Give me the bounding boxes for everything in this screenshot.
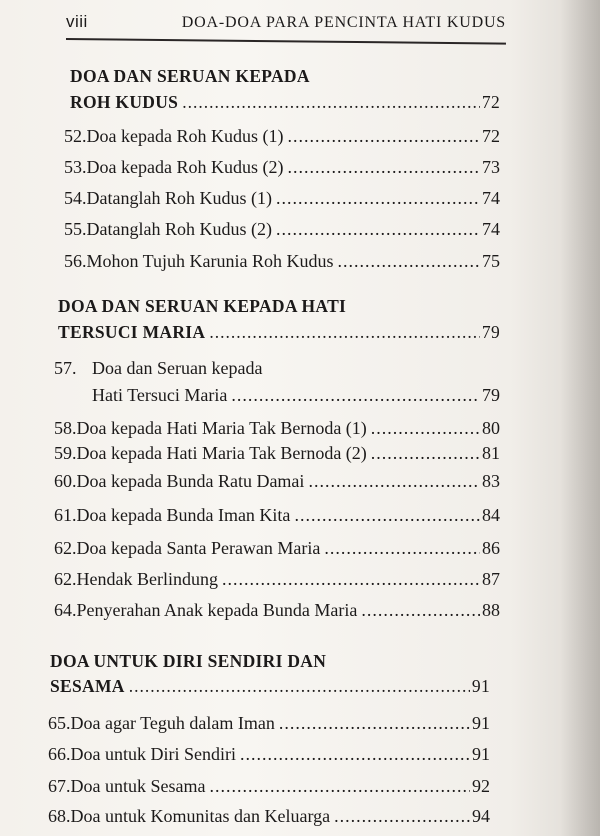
toc-page-number: 91 xyxy=(472,713,490,733)
leader-dots xyxy=(240,744,470,765)
toc-entry[interactable]: 68. Doa untuk Komunitas dan Keluarga ..... 94 xyxy=(48,806,490,827)
toc-page-number: 74 xyxy=(482,219,500,239)
toc-entry[interactable]: 67. Doa untuk Sesama ..... 92 xyxy=(48,776,490,797)
toc-page-number: 73 xyxy=(482,157,500,177)
toc-page-number: 72 xyxy=(481,92,500,112)
leader-dots xyxy=(279,713,470,734)
section-heading-diri-sendiri[interactable]: SESAMA ..... 91 xyxy=(50,676,490,697)
toc-page-number: 80 xyxy=(482,418,500,438)
leader-dots xyxy=(371,418,480,439)
header-page-number: viii xyxy=(66,12,88,31)
leader-dots xyxy=(287,157,480,178)
toc-page-number: 83 xyxy=(482,471,500,491)
toc-entry-title: Penyerahan Anak kepada Bunda Maria xyxy=(76,600,358,620)
toc-entry-title: Doa kepada Hati Maria Tak Bernoda (1) xyxy=(76,418,367,438)
section-heading-roh-kudus-line1: DOA DAN SERUAN KEPADA xyxy=(70,66,310,86)
section-heading-hati-maria[interactable]: TERSUCI MARIA ..... 79 xyxy=(58,322,500,343)
header-book-title: DOA-DOA PARA PENCINTA HATI KUDUS xyxy=(181,14,506,31)
toc-entry-title: Doa untuk Sesama xyxy=(70,776,206,796)
toc-page-number: 87 xyxy=(482,569,500,589)
toc-entry[interactable]: 54. Datanglah Roh Kudus (1) ..... 74 xyxy=(64,188,500,209)
toc-page-number: 91 xyxy=(472,744,490,764)
leader-dots xyxy=(222,569,480,590)
toc-page-number: 81 xyxy=(482,443,500,463)
leader-dots xyxy=(371,443,480,464)
toc-entry[interactable]: 64. Penyerahan Anak kepada Bunda Maria ..... 88 xyxy=(54,600,500,621)
leader-dots xyxy=(276,219,480,240)
toc-entry-title: Doa kepada Roh Kudus (1) xyxy=(86,126,284,146)
toc-page-number: 72 xyxy=(482,126,500,146)
toc-page-number: 94 xyxy=(472,806,490,826)
toc-entry-title: Doa agar Teguh dalam Iman xyxy=(70,713,275,733)
toc-page-number: 92 xyxy=(472,776,490,796)
toc-entry[interactable]: 60. Doa kepada Bunda Ratu Damai ..... 83 xyxy=(54,471,500,492)
toc-entry[interactable]: 59. Doa kepada Hati Maria Tak Bernoda (2) ..... 81 xyxy=(54,443,500,464)
leader-dots xyxy=(209,776,470,797)
toc-entry-title: Datanglah Roh Kudus (2) xyxy=(86,219,272,239)
toc-entry-line1[interactable]: 57. Doa dan Seruan kepada xyxy=(54,358,263,378)
toc-entry-title: Datanglah Roh Kudus (1) xyxy=(86,188,272,208)
toc-entry[interactable]: 58. Doa kepada Hati Maria Tak Bernoda (1) ..... 80 xyxy=(54,418,500,439)
leader-dots xyxy=(324,538,480,559)
leader-dots xyxy=(276,188,480,209)
toc-entry[interactable]: 56. Mohon Tujuh Karunia Roh Kudus ..... 75 xyxy=(64,251,500,272)
toc-entry[interactable]: 55. Datanglah Roh Kudus (2) ..... 74 xyxy=(64,219,500,240)
leader-dots xyxy=(308,471,480,492)
toc-entry-title: Doa kepada Santa Perawan Maria xyxy=(76,538,321,558)
toc-entry[interactable]: 65. Doa agar Teguh dalam Iman ..... 91 xyxy=(48,713,490,734)
toc-page-number: 86 xyxy=(482,538,500,558)
toc-entry[interactable]: 66. Doa untuk Diri Sendiri ..... 91 xyxy=(48,744,490,765)
toc-entry-title: Doa kepada Roh Kudus (2) xyxy=(86,157,284,177)
section-heading-roh-kudus[interactable]: ROH KUDUS ..... 72 xyxy=(70,92,500,113)
toc-entry-title: Doa kepada Hati Maria Tak Bernoda (2) xyxy=(76,443,367,463)
leader-dots xyxy=(129,676,470,697)
toc-entry-title: Doa kepada Bunda Iman Kita xyxy=(76,505,291,525)
toc-entry[interactable]: 61. Doa kepada Bunda Iman Kita ..... 84 xyxy=(54,505,500,526)
leader-dots xyxy=(294,505,480,526)
leader-dots xyxy=(334,806,470,827)
toc-entry-title: Doa kepada Bunda Ratu Damai xyxy=(76,471,305,491)
section-heading-diri-sendiri-line1: DOA UNTUK DIRI SENDIRI DAN xyxy=(50,651,327,671)
toc-page-number: 79 xyxy=(482,385,500,405)
toc-entry[interactable]: 62. Hendak Berlindung ..... 87 xyxy=(54,569,500,590)
toc-page-number: 84 xyxy=(482,505,500,525)
toc-entry-title: Mohon Tujuh Karunia Roh Kudus xyxy=(86,251,334,271)
toc-page-number: 74 xyxy=(482,188,500,208)
toc-entry[interactable] xyxy=(92,385,500,406)
toc-page-number: 91 xyxy=(471,676,490,696)
toc-page-number: 75 xyxy=(482,251,500,271)
toc-entry-title: Hati Tersuci Maria xyxy=(92,385,228,405)
section-heading-hati-maria-line1: DOA DAN SERUAN KEPADA HATI xyxy=(58,296,347,316)
leader-dots xyxy=(231,385,480,406)
toc-entry-title: Doa untuk Diri Sendiri xyxy=(70,744,236,764)
leader-dots xyxy=(338,251,480,272)
toc-entry[interactable]: 53. Doa kepada Roh Kudus (2) ..... 73 xyxy=(64,157,500,178)
leader-dots xyxy=(287,126,480,147)
toc-entry-title: Hendak Berlindung xyxy=(76,569,218,589)
toc-entry-title: Doa untuk Komunitas dan Keluarga xyxy=(70,806,331,826)
leader-dots xyxy=(361,600,480,621)
leader-dots xyxy=(182,92,480,113)
toc-page-number: 88 xyxy=(482,600,500,620)
toc-page-number: 79 xyxy=(481,322,500,342)
toc-entry[interactable]: 62. Doa kepada Santa Perawan Maria ..... 86 xyxy=(54,538,500,559)
toc-entry[interactable]: 52. Doa kepada Roh Kudus (1) ..... 72 xyxy=(64,126,500,147)
toc-entry-title: Doa dan Seruan kepada xyxy=(92,358,263,378)
leader-dots xyxy=(209,322,480,343)
